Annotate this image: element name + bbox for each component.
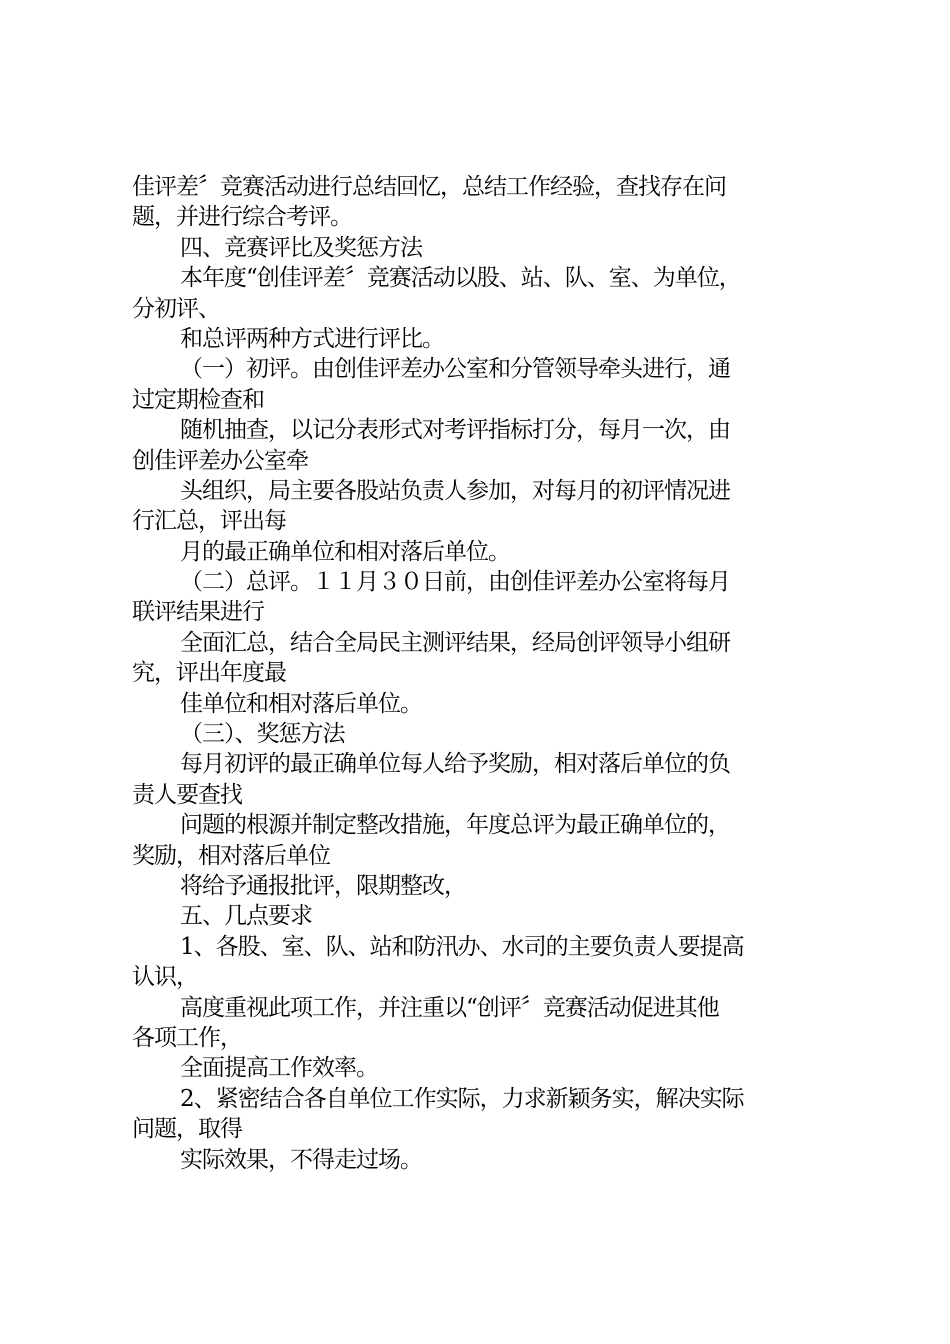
- text-line: 1、各股、室、队、站和防汛办、水司的主要负责人要提高: [180, 933, 744, 960]
- text-line: 题，并进行综合考评。: [132, 204, 352, 231]
- text-line: 全面提高工作效率。: [180, 1055, 378, 1082]
- text-line: （二）总评。１１月３０日前，由创佳评差办公室将每月: [180, 569, 730, 596]
- text-line: 过定期检查和: [132, 386, 264, 413]
- text-line: 实际效果，不得走过场。: [180, 1146, 422, 1173]
- text-line: 佳单位和相对落后单位。: [180, 690, 422, 717]
- text-line: 2、紧密结合各自单位工作实际，力求新颖务实，解决实际: [180, 1085, 744, 1112]
- section-heading: （三）、奖惩方法: [180, 721, 345, 748]
- text-line: 问题，取得: [132, 1116, 242, 1143]
- text-line: 问题的根源并制定整改措施，年度总评为最正确单位的，: [180, 812, 730, 839]
- text-line: 分初评、: [132, 295, 220, 322]
- text-line: 联评结果进行: [132, 599, 264, 626]
- text-line: 随机抽查，以记分表形式对考评指标打分，每月一次，由: [180, 417, 730, 444]
- text-line: 和总评两种方式进行评比。: [180, 325, 444, 352]
- section-heading: 五、几点要求: [180, 903, 312, 930]
- text-line: 佳评差〞竞赛活动进行总结回忆，总结工作经验，查找存在问: [132, 174, 726, 200]
- text-line: 全面汇总，结合全局民主测评结果，经局创评领导小组研: [180, 629, 730, 656]
- text-line: 究，评出年度最: [132, 660, 286, 687]
- text-line: 创佳评差办公室牵: [132, 447, 308, 474]
- text-line: （一）初评。由创佳评差办公室和分管领导牵头进行，通: [180, 356, 730, 383]
- text-line: 月的最正确单位和相对落后单位。: [180, 538, 510, 565]
- text-line: 行汇总，评出每: [132, 508, 286, 535]
- text-line: 各项工作，: [132, 1024, 242, 1051]
- document-body: [0, 172, 950, 1175]
- text-line: 认识，: [132, 964, 198, 991]
- text-line: 头组织，局主要各股站负责人参加，对每月的初评情况进: [180, 477, 730, 504]
- text-line: 责人要查找: [132, 781, 242, 808]
- text-line: 本年度“创佳评差〞竞赛活动以股、站、队、室、为单位，: [180, 265, 741, 292]
- text-line: 奖励，相对落后单位: [132, 842, 330, 869]
- text-line: 将给予通报批评，限期整改，: [180, 872, 466, 899]
- text-line: 每月初评的最正确单位每人给予奖励，相对落后单位的负: [180, 751, 730, 778]
- text-line: 高度重视此项工作，并注重以“创评〞竞赛活动促进其他: [180, 994, 719, 1021]
- section-heading: 四、竞赛评比及奖惩方法: [180, 234, 422, 261]
